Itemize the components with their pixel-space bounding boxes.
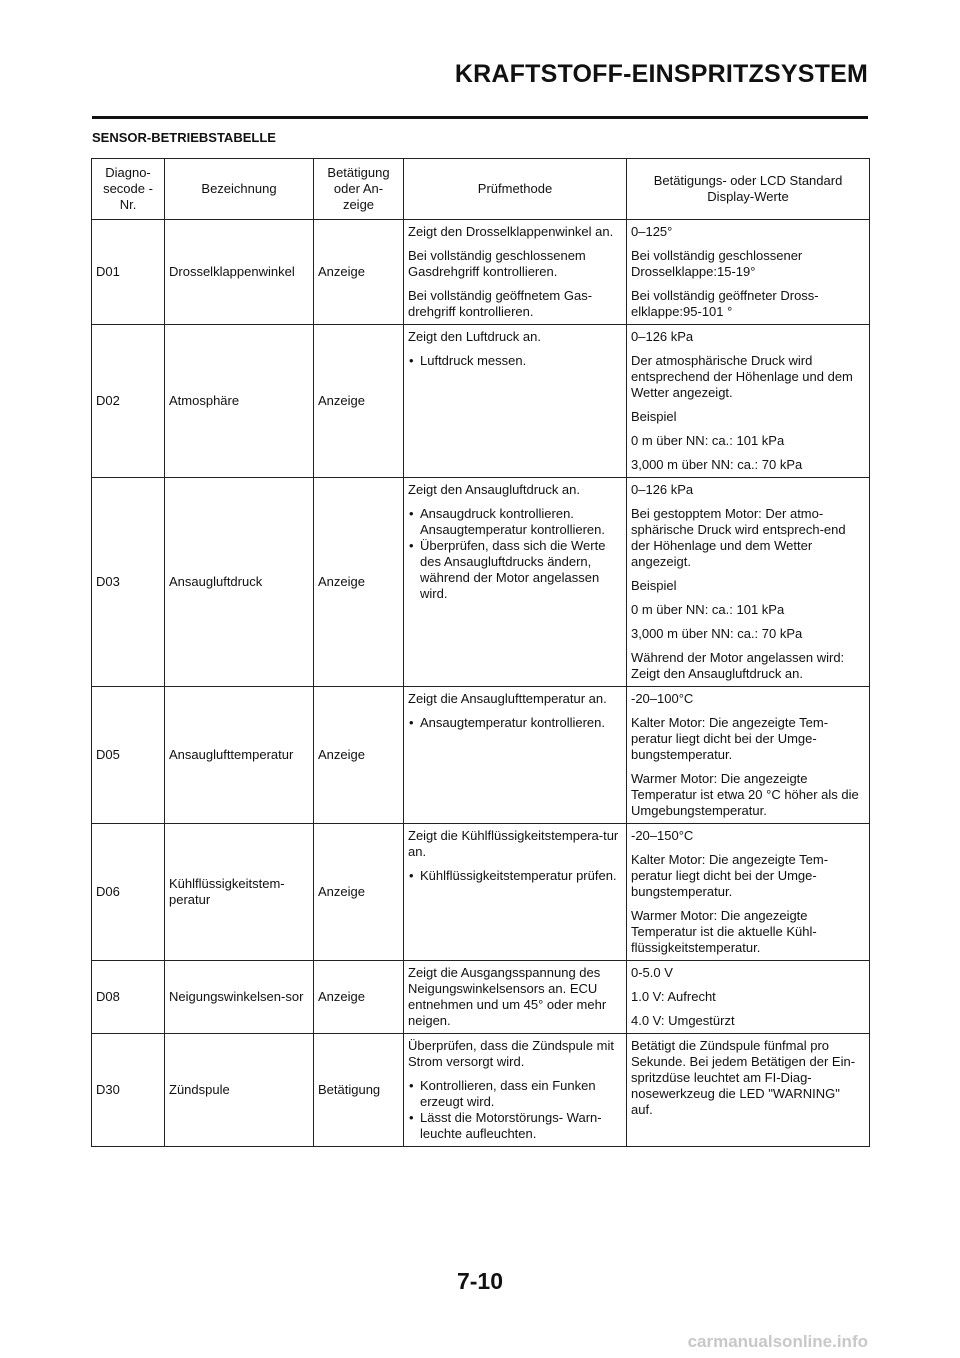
table-row [92, 961, 870, 1034]
cell-standard [627, 325, 870, 478]
standard-value: 4.0 V: Umgestürzt [631, 1013, 735, 1028]
table-header [92, 159, 870, 220]
standard-value: 0 m über NN: ca.: 101 kPa [631, 602, 785, 617]
cell-type: Anzeige [314, 961, 404, 1034]
cell-method [404, 478, 627, 687]
method-text: Zeigt den Ansaugluftdruck an. [408, 482, 581, 497]
title-rule [92, 116, 868, 119]
column-header: Betätigung oder An- zeige [314, 159, 404, 220]
cell-code: D06 [92, 824, 165, 961]
cell-type: Anzeige [314, 824, 404, 961]
table-row [92, 220, 870, 325]
method-text: Zeigt die Ausgangsspannung des Neigungswinkelsensors an. ECU entnehmen und um 45° oder mehr neigen. [408, 965, 607, 1028]
cell-name: Ansauglufttemperatur [165, 687, 314, 824]
method-bullet: • Ansaugtemperatur kontrollieren. [408, 715, 622, 731]
standard-value: Bei gestopptem Motor: Der atmo-sphärische Druck wird entsprech-end der Höhenlage und dem Wetter angezeigt. [631, 506, 846, 569]
standard-value: 0–125° [631, 224, 673, 239]
table-row [92, 1034, 870, 1147]
column-header: Betätigungs- oder LCD Standard Display-Werte [627, 159, 870, 220]
method-text: Zeigt die Kühlflüssigkeitstempera-tur an. [408, 828, 619, 859]
method-bullet: • Luftdruck messen. [408, 353, 622, 369]
column-header: Prüfmethode [404, 159, 627, 220]
cell-method [404, 961, 627, 1034]
standard-value: 3,000 m über NN: ca.: 70 kPa [631, 457, 803, 472]
cell-type: Anzeige [314, 687, 404, 824]
method-bullet: • Kühlflüssigkeitstemperatur prüfen. [408, 868, 622, 884]
standard-value: -20–100°C [631, 691, 694, 706]
cell-method [404, 824, 627, 961]
method-text: Zeigt den Drosselklappenwinkel an. [408, 224, 614, 239]
standard-value: 3,000 m über NN: ca.: 70 kPa [631, 626, 803, 641]
cell-name: Drosselklappenwinkel [165, 220, 314, 325]
column-header: Diagno- secode - Nr. [92, 159, 165, 220]
standard-value: 1.0 V: Aufrecht [631, 989, 716, 1004]
cell-type: Anzeige [314, 220, 404, 325]
standard-value: Der atmosphärische Druck wird entsprechend der Höhenlage und dem Wetter angezeigt. [631, 353, 853, 400]
standard-value: 0 m über NN: ca.: 101 kPa [631, 433, 785, 448]
cell-name: Zündspule [165, 1034, 314, 1147]
cell-type: Anzeige [314, 478, 404, 687]
column-header: Bezeichnung [165, 159, 314, 220]
cell-code: D01 [92, 220, 165, 325]
cell-code: D05 [92, 687, 165, 824]
standard-value: Warmer Motor: Die angezeigte Temperatur ist etwa 20 °C höher als die Umgebungstemperatur. [631, 771, 859, 818]
table-row [92, 478, 870, 687]
cell-name: Kühlflüssigkeitstem-peratur [165, 824, 314, 961]
standard-value: -20–150°C [631, 828, 694, 843]
standard-value: 0-5.0 V [631, 965, 673, 980]
standard-value: 0–126 kPa [631, 329, 694, 344]
method-text: Bei vollständig geschlossenem Gasdrehgriff kontrollieren. [408, 248, 586, 279]
cell-standard [627, 687, 870, 824]
standard-value: Bei vollständig geöffneter Dross-elklappe:95-101 ° [631, 288, 819, 319]
standard-value: Während der Motor angelassen wird: Zeigt den Ansaugluftdruck an. [631, 650, 845, 681]
method-bullet: • Überprüfen, dass sich die Werte des Ansaugluftdrucks ändern, während der Motor angelassen wird. [408, 538, 622, 602]
standard-value: Bei vollständig geschlossener Drosselklappe:15-19° [631, 248, 803, 279]
method-text: Überprüfen, dass die Zündspule mit Strom versorgt wird. [408, 1038, 614, 1069]
cell-name: Atmosphäre [165, 325, 314, 478]
page-number: 7-10 [456, 1268, 504, 1294]
standard-value: Beispiel [631, 409, 677, 424]
cell-method [404, 687, 627, 824]
standard-value: Beispiel [631, 578, 677, 593]
method-text: Zeigt die Ansauglufttemperatur an. [408, 691, 607, 706]
table-body [92, 220, 870, 1147]
cell-standard [627, 478, 870, 687]
table-row [92, 325, 870, 478]
standard-value: Kalter Motor: Die angezeigte Tem-peratur liegt dicht bei der Umge-bungstemperatur. [631, 715, 829, 762]
cell-method [404, 220, 627, 325]
cell-standard [627, 220, 870, 325]
method-bullet: • Lässt die Motorstörungs- Warn-leuchte aufleuchten. [408, 1110, 622, 1142]
table-row [92, 687, 870, 824]
cell-standard [627, 961, 870, 1034]
method-text: Bei vollständig geöffnetem Gas-drehgriff kontrollieren. [408, 288, 593, 319]
standard-value: Betätigt die Zündspule fünfmal pro Sekunde. Bei jedem Betätigen der Ein-spritzdüse leuchtet am FI-Diag-nosewerkzeug die LED "WARNING" auf. [631, 1038, 856, 1117]
method-text: Zeigt den Luftdruck an. [408, 329, 541, 344]
cell-type: Betätigung [314, 1034, 404, 1147]
standard-value: Kalter Motor: Die angezeigte Tem-peratur liegt dicht bei der Umge-bungstemperatur. [631, 852, 829, 899]
cell-code: D30 [92, 1034, 165, 1147]
cell-code: D02 [92, 325, 165, 478]
cell-standard [627, 1034, 870, 1147]
cell-standard [627, 824, 870, 961]
standard-value: 0–126 kPa [631, 482, 694, 497]
table-row [92, 824, 870, 961]
cell-type: Anzeige [314, 325, 404, 478]
method-bullet: • Kontrollieren, dass ein Funken erzeugt wird. [408, 1078, 622, 1110]
section-title: SENSOR-BETRIEBSTABELLE [92, 130, 276, 145]
page-title: KRAFTSTOFF-EINSPRITZSYSTEM [454, 60, 868, 88]
header-row [92, 159, 870, 220]
cell-code: D08 [92, 961, 165, 1034]
cell-method [404, 325, 627, 478]
cell-method [404, 1034, 627, 1147]
cell-name: Neigungswinkelsen-sor [165, 961, 314, 1034]
sensor-table [91, 158, 870, 1147]
watermark: carmanualsonline.info [687, 1332, 868, 1351]
cell-code: D03 [92, 478, 165, 687]
method-bullet: • Ansaugdruck kontrollieren. Ansaugtemperatur kontrollieren. [408, 506, 622, 538]
standard-value: Warmer Motor: Die angezeigte Temperatur ist die aktuelle Kühl-flüssigkeitstemperatur. [631, 908, 817, 955]
cell-name: Ansaugluftdruck [165, 478, 314, 687]
